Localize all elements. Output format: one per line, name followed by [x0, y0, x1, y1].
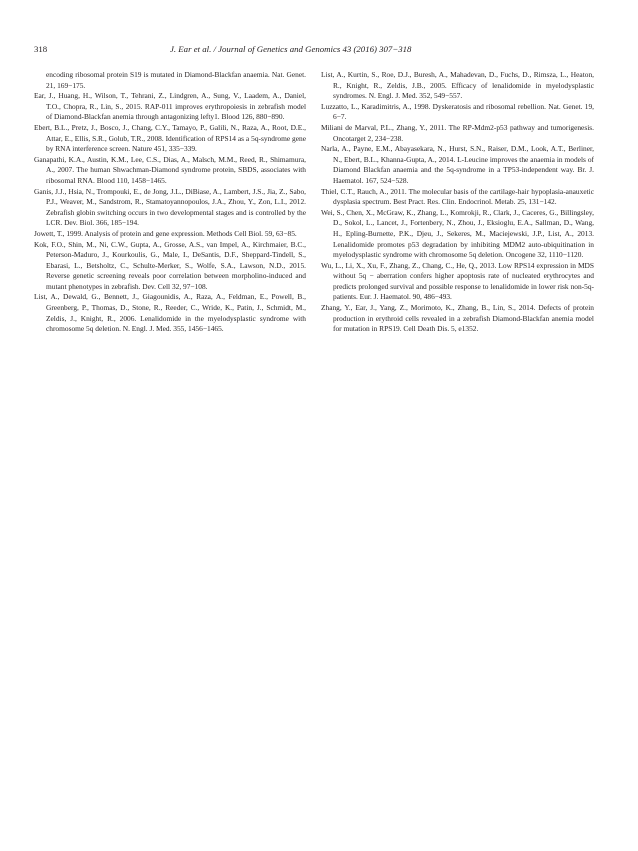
reference-entry: Wei, S., Chen, X., McGraw, K., Zhang, L., Komrokji, R., Clark, J., Caceres, G., Billingsley, D., Sokol, L., Lancet, J., Fortenbery, N., Zhou, J., Eksioglu, E.A., Sallman, D., Wang, H., Epling-Burnette, P.K., Djeu, J., Sekeres, M., Maciejewski, J.P., List, A., 2013. Lenalidomide promotes p53 degradation by inhibiting MDM2 auto-ubiquitination in myelodysplastic syndrome with chromosome 5q deletion. Oncogene 32, 1110−1120. — [321, 207, 594, 260]
reference-entry: encoding ribosomal protein S19 is mutated in Diamond-Blackfan anaemia. Nat. Genet. 21, 169−175. — [46, 70, 306, 90]
references-right-column — [321, 70, 594, 335]
running-head: J. Ear et al. / Journal of Genetics and Genomics 43 (2016) 307−318 — [170, 44, 412, 54]
reference-entry: Ear, J., Huang, H., Wilson, T., Tehrani, Z., Lindgren, A., Sung, V., Laadem, A., Daniel, T.O., Chopra, R., Lin, S., 2015. RAP-011 improves erythropoiesis in zebrafish model of Diamond-Blackfan anemia through antagonizing lefty1. Blood 126, 880−890. — [34, 91, 306, 122]
reference-entry: Jowett, T., 1999. Analysis of protein and gene expression. Methods Cell Biol. 59, 63−85. — [34, 228, 297, 238]
reference-entry: Miliani de Marval, P.L., Zhang, Y., 2011. The RP-Mdm2-p53 pathway and tumorigenesis. Oncotarget 2, 234−238. — [321, 122, 594, 143]
reference-entry: List, A., Dewald, G., Bennett, J., Giagounidis, A., Raza, A., Feldman, E., Powell, B., Greenberg, P., Thomas, D., Stone, R., Reeder, C., Wride, K., Patin, J., Schmidt, M., Zeldis, J., Knight, R., 2006. Lenalidomide in the myelodysplastic syndrome with chromosome 5q deletion. N. Engl. J. Med. 355, 1456−1465. — [34, 292, 306, 334]
reference-entry: Kok, F.O., Shin, M., Ni, C.W., Gupta, A., Grosse, A.S., van Impel, A., Kirchmaier, B.C., Peterson-Maduro, J., Kourkoulis, G., Male, I., DeSantis, D.F., Sheppard-Tindell, S., Ebarasi, L., Betsholtz, C., Schulte-Merker, S., Wolfe, S.A., Lawson, N.D., 2015. Reverse genetic screening reveals poor correlation between morpholino-induced and mutant phenotypes in zebrafish. Dev. Cell 32, 97−108. — [34, 239, 306, 291]
reference-entry: List, A., Kurtin, S., Roe, D.J., Buresh, A., Mahadevan, D., Fuchs, D., Rimsza, L., Heaton, R., Knight, R., Zeldis, J.B., 2005. Efficacy of lenalidomide in myelodysplastic syndromes. N. Engl. J. Med. 352, 549−557. — [321, 70, 594, 101]
reference-entry: Narla, A., Payne, E.M., Abayasekara, N., Hurst, S.N., Raiser, D.M., Look, A.T., Berliner, N., Ebert, B.L., Khanna-Gupta, A., 2014. L-Leucine improves the anaemia in models of Diamond Blackfan anaemia and the 5q-syndrome in a TP53-independent way. Br. J. Haematol. 167, 524−528. — [321, 144, 594, 185]
reference-entry: Thiel, C.T., Rauch, A., 2011. The molecular basis of the cartilage-hair hypoplasia-anauxetic dysplasia spectrum. Best Pract. Res. Clin. Endocrinol. Metab. 25, 131−142. — [321, 186, 594, 207]
references-left-column — [34, 70, 306, 335]
reference-entry: Wu, L., Li, X., Xu, F., Zhang, Z., Chang, C., He, Q., 2013. Low RPS14 expression in MDS without 5q − aberration confers higher apoptosis rate of nucleated erythrocytes and predicts prolonged survival and possible response to lenalidomide in lower risk non-5q-patients. Eur. J. Haematol. 90, 486−493. — [321, 260, 594, 302]
reference-entry: Ganis, J.J., Hsia, N., Trompouki, E., de Jong, J.L., DiBiase, A., Lambert, J.S., Jia, Z., Sabo, P.J., Weaver, M., Sandstrom, R., Stamatoyannopoulos, J.A., Zhou, Y., Zon, L.I., 2012. Zebrafish globin switching occurs in two developmental stages and is controlled by the LCR. Dev. Biol. 366, 185−194. — [34, 186, 306, 228]
page-number: 318 — [34, 44, 48, 54]
reference-entry: Ganapathi, K.A., Austin, K.M., Lee, C.S., Dias, A., Malsch, M.M., Reed, R., Shimamura, A., 2007. The human Shwachman-Diamond syndrome protein, SBDS, associates with ribosomal RNA. Blood 110, 1458−1465. — [34, 154, 306, 185]
reference-entry: Ebert, B.L., Pretz, J., Bosco, J., Chang, C.Y., Tamayo, P., Galili, N., Raza, A., Root, D.E., Attar, E., Ellis, S.R., Golub, T.R., 2008. Identification of RPS14 as a 5q-syndrome gene by RNA interference screen. Nature 451, 335−339. — [34, 122, 306, 154]
reference-entry: Luzzatto, L., Karadimitris, A., 1998. Dyskeratosis and ribosomal rebellion. Nat. Genet. 19, 6−7. — [321, 101, 594, 122]
reference-entry: Zhang, Y., Ear, J., Yang, Z., Morimoto, K., Zhang, B., Lin, S., 2014. Defects of protein production in erythroid cells revealed in a zebrafish Diamond-Blackfan anemia model for mutation in RPS19. Cell Death Dis. 5, e1352. — [321, 303, 594, 334]
